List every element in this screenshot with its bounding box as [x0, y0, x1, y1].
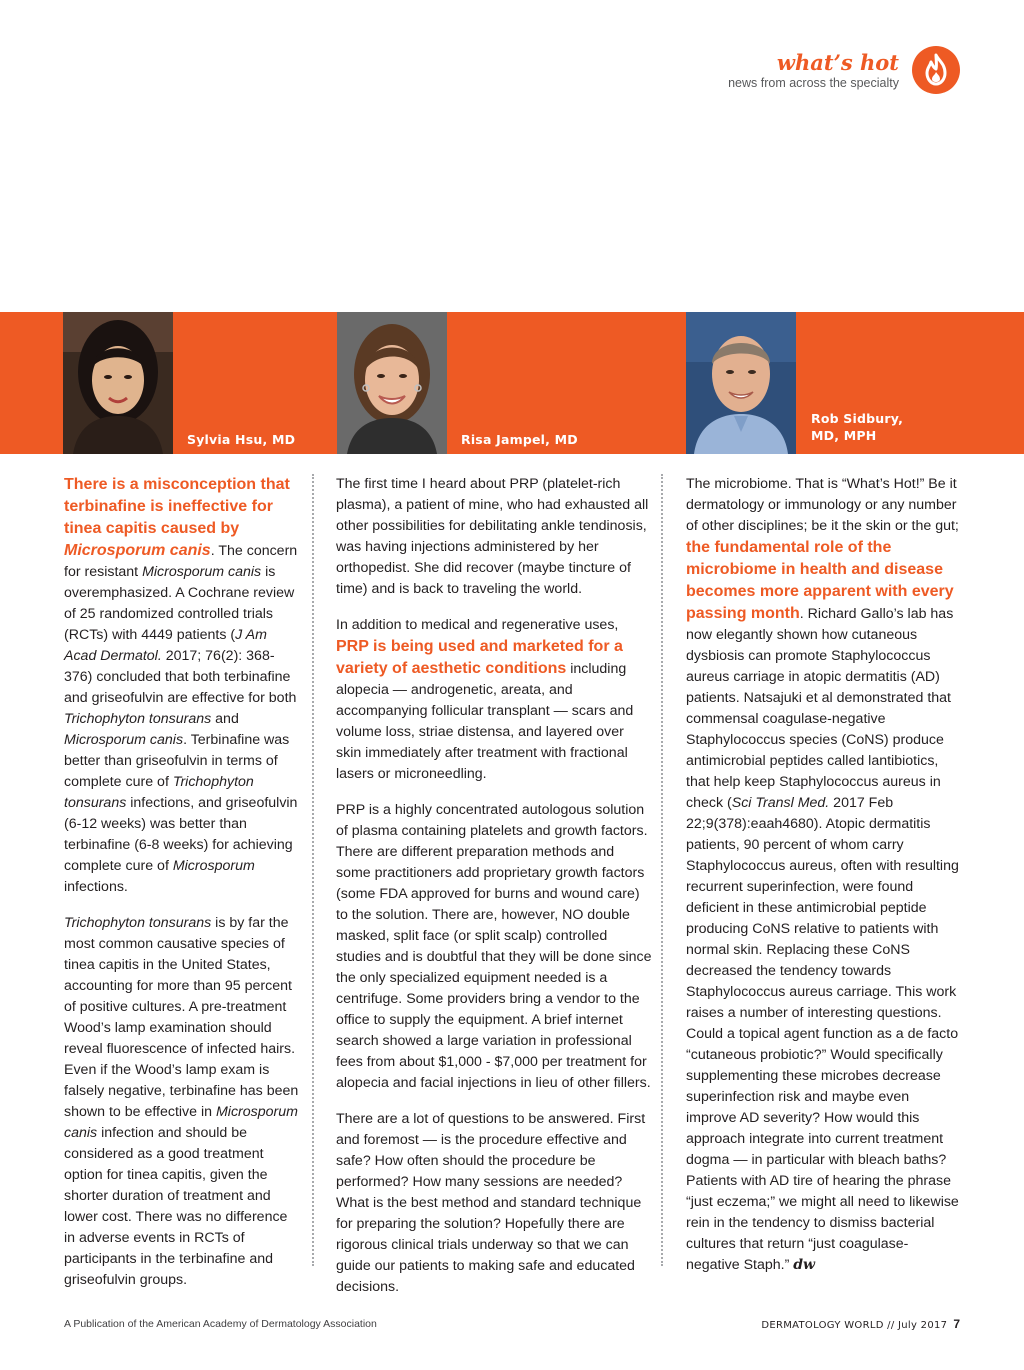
footer-page-info [761, 1317, 960, 1331]
paragraph: In addition to medical and regenerative uses, PRP is being used and marketed for a variety of aesthetic conditions including alopecia — androgenetic, areata, and accompanying follicular transplant — scars and volume loss, striae distensa, and layered over skin immediately after treatment with fractional lasers or microneedling. [336, 617, 634, 782]
paragraph: There are a lot of questions to be answered. First and foremost — is the procedure effective and safe? How often should the procedure be performed? How many sessions are needed? What is the best method and standard technique for preparing the solution? Hopefully there are rigorous clinical trials underway so that we can guide our patients to making safe and educated decisions. [336, 1111, 646, 1295]
paragraph: Trichophyton tonsurans is by far the most common causative species of tinea capitis in the United States, accounting for more than 95 percent of positive cultures. A pre-treatment Wood’s lamp examination should reveal fluorescence of infected hairs. Even if the Wood’s lamp exam is falsely negative, terbinafine has been shown to be effective in Microsporum canis infection and should be considered as a good treatment option for tinea capitis, given the shorter duration of treatment and lower cost. There was no difference in adverse events in RCTs of participants in the terbinafine and griseofulvin groups. [64, 915, 299, 1288]
profile-name: Rob Sidbury, MD, MPH [811, 411, 904, 443]
paragraph: PRP is a highly concentrated autologous solution of plasma containing platelets and growth factors. There are different preparation methods and some practitioners add proprietary growth factors (some FDA approved for burns and wound care) to the solution. There are, however, NO double masked, split face (or split scalp) controlled studies and is doubtful that they will be done since the only specialized equipment needed is a centrifuge. Some providers bring a vendor to the office to supply the equipment. A brief internet search showed a large variation in professional fees from about $1,000 - $7,000 per treatment for alopecia and facial injections in lieu of other fillers. [336, 802, 652, 1091]
publication-name: DERMATOLOGY WORLD // July 2017 [761, 1320, 948, 1331]
footer-publisher: A Publication of the American Academy of Dermatology Association [64, 1318, 377, 1330]
portrait-sylvia-hsu [63, 312, 173, 454]
flame-icon [912, 46, 960, 94]
page-number: 7 [953, 1317, 960, 1331]
paragraph: The first time I heard about PRP (platelet-rich plasma), a patient of mine, who had exhausted all other possibilities for debilitating ankle tendinosis, was having injections administered by her orthopedist. She did recover (maybe tincture of time) and is back to traveling the world. [336, 476, 649, 597]
column-hsu [64, 474, 300, 1306]
section-title: what’s hot [776, 50, 899, 75]
paragraph: The microbiome. That is “What’s Hot!” Be it dermatology or immunology or any number of other disciplines; be it the skin or the gut; the fundamental role of the microbiome in health and disease becomes more apparent with every passing month. Richard Gallo’s lab has now elegantly shown how cutaneous dysbiosis can promote Staphylococcus aureus carriage in atopic dermatitis (AD) patients. Natsajuki et al demonstrated that commensal coagulase-negative Staphylococcus species (CoNS) produce antimicrobial peptides called lantibiotics, that help keep Staphylococcus aureus in check (Sci Transl Med. 2017 Feb 22;9(378):eaah4680). Atopic dermatitis patients, 90 percent of whom carry Staphylococcus aureus, often with resulting recurrent superinfection, were found deficient in these antimicrobial peptide producing CoNS relative to patients with normal skin. Replacing these CoNS decreased the tendency towards Staphylococcus aureus carriage. This work raises a number of interesting questions. Could a topical agent function as a de facto “cutaneous probiotic?” Would specifically supplementing these microbes decrease superinfection risk and maybe even improve AD severity? How would this approach integrate into current treatment dogma — in particular with bleach baths? Patients with AD tire of hearing the phrase “just eczema;” we might all need to likewise rein in the tendency to dismiss bacterial cultures that return “just coagulase-negative Staph.” dw [686, 476, 959, 1273]
section-subtitle: news from across the specialty [728, 76, 899, 90]
column-divider [661, 474, 663, 1266]
column-divider [312, 474, 314, 1266]
section-header [728, 50, 899, 90]
portrait-rob-sidbury [686, 312, 796, 454]
profiles-banner [0, 312, 1024, 454]
signoff-mark: dw [793, 1257, 816, 1273]
portrait-risa-jampel [337, 312, 447, 454]
paragraph: There is a misconception that terbinafine is ineffective for tinea capitis caused by Microsporum canis. The concern for resistant Microsporum canis is overemphasized. A Cochrane review of 25 randomized controlled trials (RCTs) with 4449 patients (J Am Acad Dermatol. 2017; 76(2): 368-376) concluded that both terbinafine and griseofulvin are effective for both Trichophyton tonsurans and Microsporum canis. Terbinafine was better than griseofulvin in terms of complete cure of Trichophyton tonsurans infections, and griseofulvin (6-12 weeks) was better than terbinafine (6-8 weeks) for achieving complete cure of Microsporum infections. [64, 476, 298, 895]
column-jampel [336, 474, 652, 1313]
column-sidbury [686, 474, 962, 1291]
profile-name: Sylvia Hsu, MD [187, 432, 296, 447]
profile-name: Risa Jampel, MD [461, 432, 578, 447]
